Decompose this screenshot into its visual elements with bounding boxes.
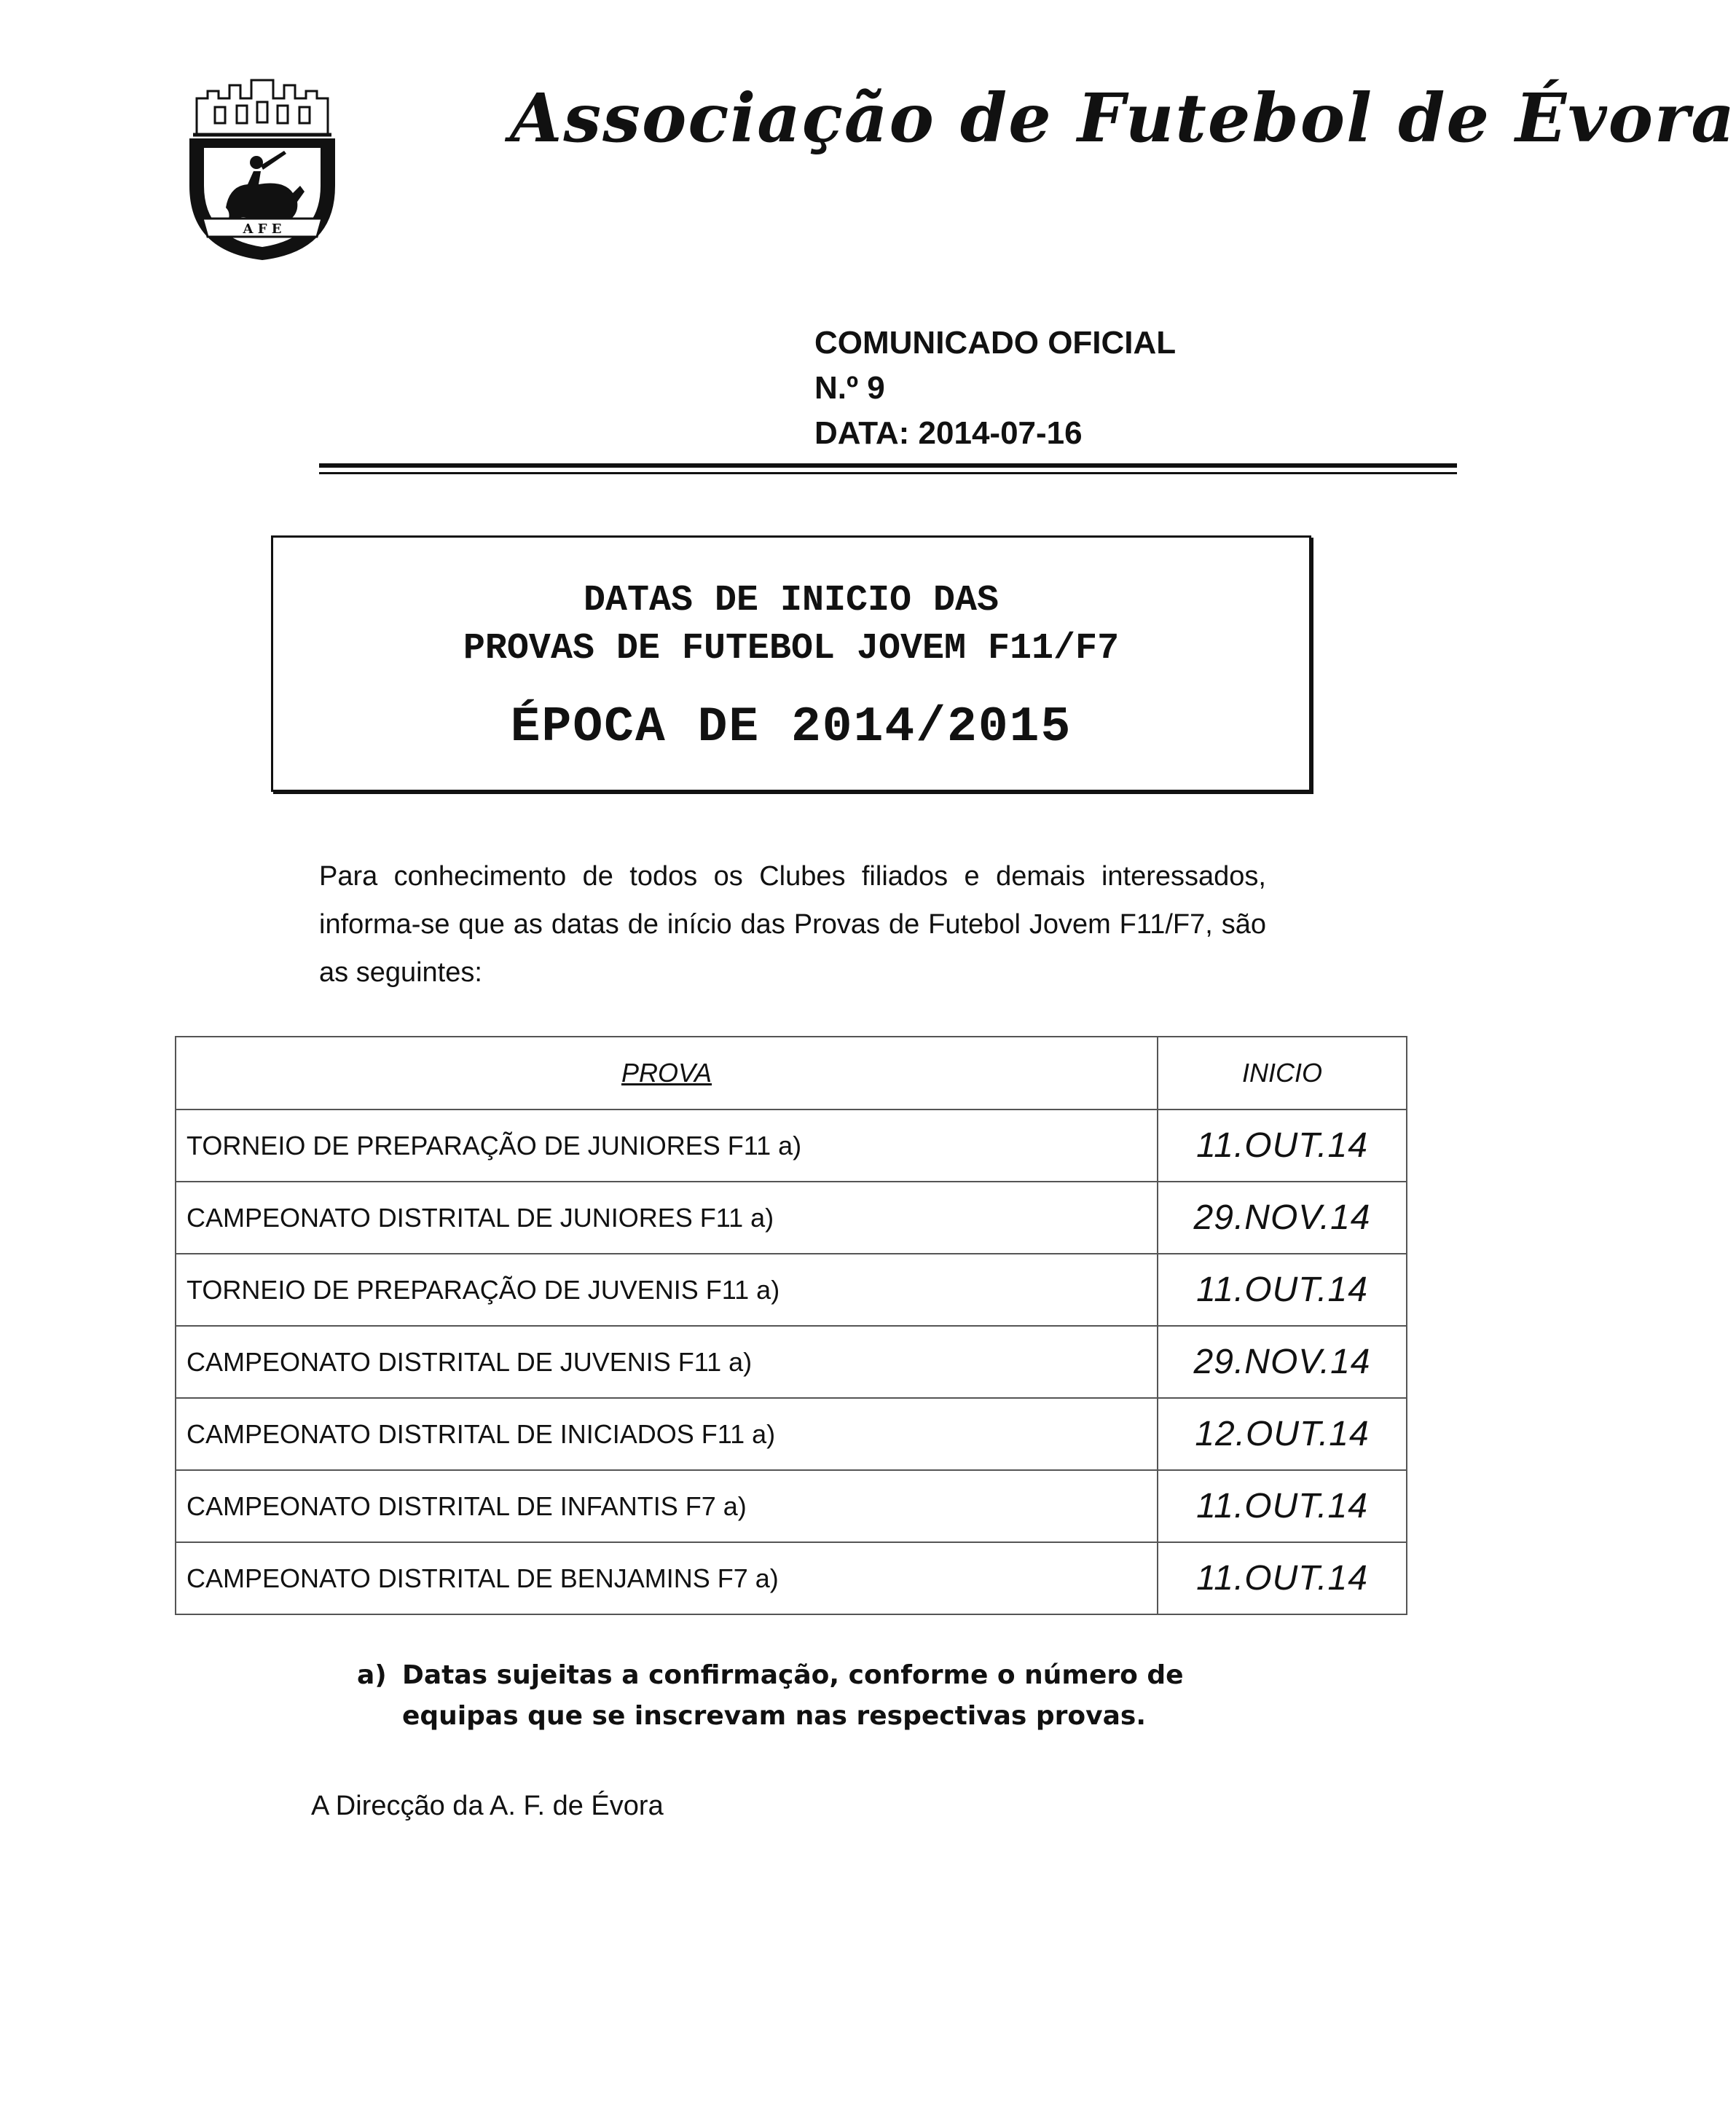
- table-row: [176, 1398, 1407, 1470]
- footnote-marker: a): [357, 1660, 387, 1690]
- inicio-cell: 12.OUT.14: [1158, 1398, 1407, 1470]
- comunicado-block: [814, 321, 1176, 456]
- comunicado-title: COMUNICADO OFICIAL: [814, 325, 1177, 361]
- header-inicio: INICIO: [1158, 1037, 1407, 1110]
- table-row: [176, 1254, 1407, 1326]
- title-line-2: PROVAS DE FUTEBOL JOVEM F11/F7: [463, 628, 1120, 669]
- prova-cell: CAMPEONATO DISTRITAL DE INFANTIS F7 a): [176, 1470, 1158, 1542]
- title-season: ÉPOCA DE 2014/2015: [510, 699, 1072, 755]
- table-row: [176, 1110, 1407, 1182]
- header-divider: [319, 463, 1457, 468]
- svg-text:A F E: A F E: [243, 221, 282, 237]
- footnote: [357, 1655, 1304, 1737]
- prova-cell: CAMPEONATO DISTRITAL DE JUNIORES F11 a): [176, 1182, 1158, 1254]
- inicio-cell: 11.OUT.14: [1158, 1470, 1407, 1542]
- header-divider-thin: [319, 472, 1457, 474]
- comunicado-number: N.º 9: [814, 370, 885, 406]
- footnote-text: Datas sujeitas a confirmação, conforme o número de equipas que se inscrevam nas respectivas provas.: [402, 1660, 1184, 1731]
- title-box: [271, 535, 1311, 792]
- table-row: [176, 1326, 1407, 1398]
- crest-emblem-icon: [175, 69, 350, 266]
- table-row: [176, 1182, 1407, 1254]
- signature: A Direcção da A. F. de Évora: [311, 1791, 664, 1821]
- inicio-cell: 29.NOV.14: [1158, 1182, 1407, 1254]
- inicio-cell: 11.OUT.14: [1158, 1542, 1407, 1614]
- table-row: [176, 1470, 1407, 1542]
- provas-table: [175, 1036, 1407, 1615]
- intro-text: Para conhecimento de todos os Clubes filiados e demais interessados, informa-se que as datas de início das Provas de Futebol Jovem F11/F7, são as seguintes:: [319, 861, 1266, 988]
- prova-cell: CAMPEONATO DISTRITAL DE BENJAMINS F7 a): [176, 1542, 1158, 1614]
- inicio-cell: 11.OUT.14: [1158, 1110, 1407, 1182]
- intro-paragraph: [319, 852, 1266, 997]
- header-prova: PROVA: [176, 1037, 1158, 1110]
- prova-cell: CAMPEONATO DISTRITAL DE JUVENIS F11 a): [176, 1326, 1158, 1398]
- prova-cell: TORNEIO DE PREPARAÇÃO DE JUVENIS F11 a): [176, 1254, 1158, 1326]
- inicio-cell: 29.NOV.14: [1158, 1326, 1407, 1398]
- inicio-cell: 11.OUT.14: [1158, 1254, 1407, 1326]
- table-header-row: [176, 1037, 1407, 1110]
- table-row: [176, 1542, 1407, 1614]
- title-line-1: DATAS DE INICIO DAS: [583, 580, 999, 621]
- organization-title: Associação de Futebol de Évora: [510, 79, 1736, 157]
- comunicado-date: DATA: 2014-07-16: [814, 415, 1083, 451]
- prova-cell: TORNEIO DE PREPARAÇÃO DE JUNIORES F11 a): [176, 1110, 1158, 1182]
- prova-cell: CAMPEONATO DISTRITAL DE INICIADOS F11 a): [176, 1398, 1158, 1470]
